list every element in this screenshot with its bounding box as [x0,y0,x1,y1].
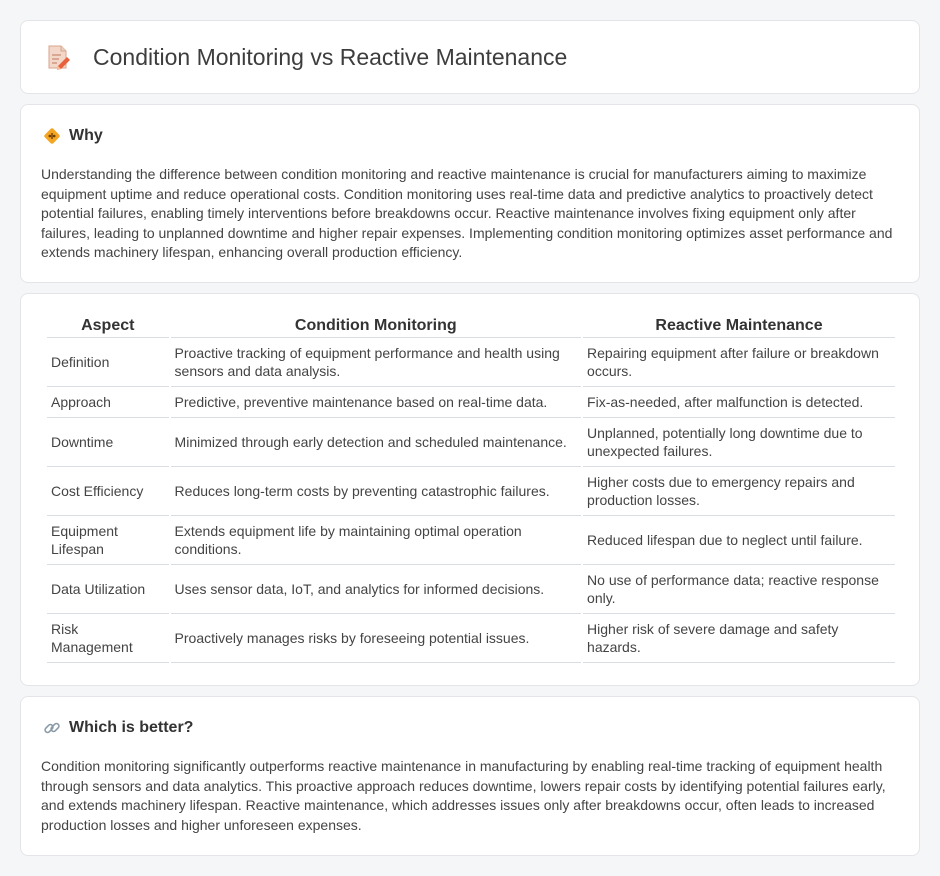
which-is-better-section [20,696,920,856]
row-condition-monitoring: Proactively manages risks by foreseeing potential issues. [171,614,581,663]
table-header-row [47,314,895,338]
table-row [47,516,895,565]
row-aspect: Downtime [47,418,169,467]
better-heading-row [43,719,193,737]
row-condition-monitoring: Predictive, preventive maintenance based on real-time data. [171,387,581,418]
table-row [47,467,895,516]
row-aspect: Risk Management [47,614,169,663]
row-condition-monitoring: Reduces long-term costs by preventing catastrophic failures. [171,467,581,516]
row-condition-monitoring: Extends equipment life by maintaining optimal operation conditions. [171,516,581,565]
row-reactive-maintenance: Unplanned, potentially long downtime due to unexpected failures. [583,418,895,467]
diamond-warning-icon [43,127,61,145]
header-condition-monitoring: Condition Monitoring [171,314,581,338]
row-condition-monitoring: Uses sensor data, IoT, and analytics for informed decisions. [171,565,581,614]
better-body: Condition monitoring significantly outperforms reactive maintenance in manufacturing by enabling real-time tracking of equipment health through sensors and data analytics. This proactive approach reduces downtime, lowers repair costs by identifying potential failures early, and extends machinery lifespan. Reactive maintenance, which addresses issues only after breakdowns occur, often leads to increased production losses and higher unforeseen expenses. [41,758,886,833]
table-row [47,338,895,387]
comparison-table-card [20,293,920,686]
table-row [47,614,895,663]
row-aspect: Cost Efficiency [47,467,169,516]
header-aspect: Aspect [47,314,169,338]
why-body: Understanding the difference between condition monitoring and reactive maintenance is crucial for manufacturers aiming to maximize equipment uptime and reduce operational costs. Condition monitoring uses real-time data and predictive analytics to proactively detect potential failures, enabling timely interventions before breakdowns occur. Reactive maintenance involves fixing equipment only after failures, leading to unplanned downtime and higher repair expenses. Implementing condition monitoring optimizes asset performance and extends machinery lifespan, enhancing overall production efficiency. [41,166,893,261]
better-heading: Which is better? [69,719,194,736]
row-aspect: Definition [47,338,169,387]
row-reactive-maintenance: Reduced lifespan due to neglect until failure. [583,516,895,565]
table-row [47,387,895,418]
row-condition-monitoring: Proactive tracking of equipment performance and health using sensors and data analysis. [171,338,581,387]
title-row [45,43,567,71]
document-pencil-icon [45,43,71,71]
table-row [47,418,895,467]
row-condition-monitoring: Minimized through early detection and scheduled maintenance. [171,418,581,467]
title-card [20,20,920,94]
table-row [47,565,895,614]
page-title: Condition Monitoring vs Reactive Maintenance [93,43,568,70]
row-aspect: Approach [47,387,169,418]
row-reactive-maintenance: Fix-as-needed, after malfunction is detected. [583,387,895,418]
comparison-table [45,314,897,663]
row-reactive-maintenance: Repairing equipment after failure or breakdown occurs. [583,338,895,387]
row-reactive-maintenance: No use of performance data; reactive response only. [583,565,895,614]
why-section [20,104,920,283]
header-reactive-maintenance: Reactive Maintenance [583,314,895,338]
link-icon [43,719,61,737]
why-heading: Why [69,127,103,144]
why-heading-row [43,127,103,145]
row-reactive-maintenance: Higher risk of severe damage and safety hazards. [583,614,895,663]
row-aspect: Data Utilization [47,565,169,614]
row-reactive-maintenance: Higher costs due to emergency repairs and production losses. [583,467,895,516]
row-aspect: Equipment Lifespan [47,516,169,565]
